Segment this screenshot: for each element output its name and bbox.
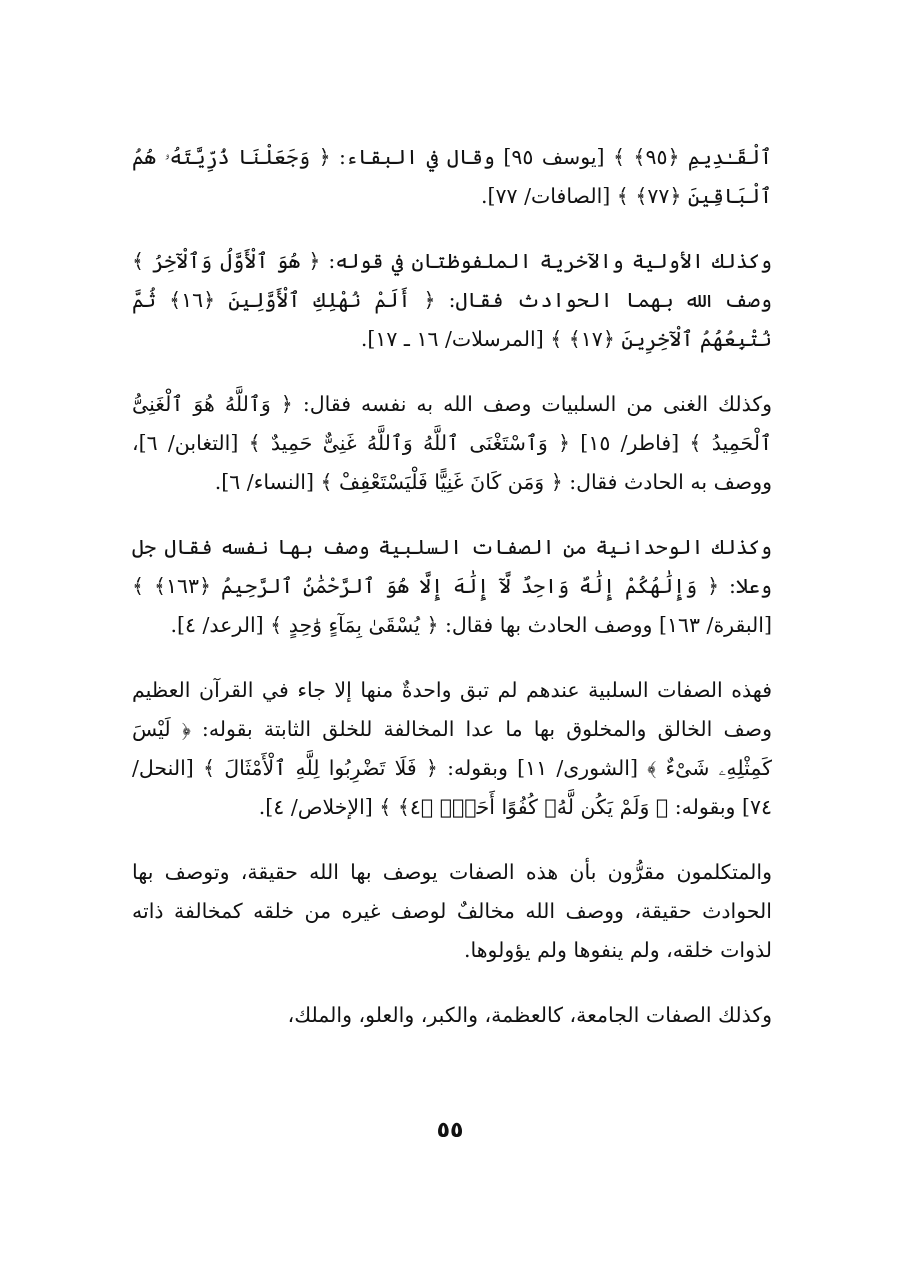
paragraph-6: والمتكلمون مقرُّون بأن هذه الصفات يوصف بها الله حقيقة، وتوصف بها الحوادث حقيقة، ووصف الله مخالفٌ لوصف غيره من خلقه كمخالفة ذاته لذوات خلقه، ولم ينفوها ولم يؤولوها. <box>132 860 772 962</box>
paragraph-4: وكذلك الوحدانية من الصفات السلبية وصف بها نفسه فقال جل وعلا: ﴿ وَإِلَٰهُكُمْ إِلَٰهٌ وَاحِدٌ لَّآ إِلَٰهَ إِلَّا هُوَ ٱلرَّحْمَٰنُ ٱلرَّحِيمُ ﴿١٦٣﴾ ﴾ [البقرة/ ١٦٣] ووصف الحادث بها فقال: ﴿ يُسْقَىٰ بِمَآءٍ وَٰحِدٍ ﴾ [الرعد/ ٤]. <box>132 535 772 637</box>
paragraph-5: فهذه الصفات السلبية عندهم لم تبق واحدةٌ منها إلا جاء في القرآن العظيم وصف الخالق والمخلوق بها ما عدا المخالفة للخلق الثابتة بقوله: ﴿ لَيْسَ كَمِثْلِهِۦ شَىْءٌ ﴾ [الشورى/ ١١] وبقوله: ﴿ فَلَا تَضْرِبُوا لِلَّهِ ٱلْأَمْثَالَ ﴾ [النحل/ ٧٤] وبقوله: ﴿ وَلَمْ يَكُن لَّهُۥ كُفُوًا أَحَدٌۢ ﴿٤﴾ ﴾ [الإخلاص/ ٤]. <box>132 678 772 819</box>
paragraph-7: وكذلك الصفات الجامعة، كالعظمة، والكبر، والعلو، والملك، <box>287 1003 772 1027</box>
page-body <box>132 120 772 1120</box>
paragraph-3: وكذلك الغنى من السلبيات وصف الله به نفسه فقال: ﴿ وَٱللَّهُ هُوَ ٱلْغَنِىُّ ٱلْحَمِيدُ ﴾ [فاطر/ ١٥] ﴿ وَٱسْتَغْنَى ٱللَّهُ وَٱللَّهُ غَنِىٌّ حَمِيدٌ ﴾ [التغابن/ ٦]، ووصف به الحادث فقال: ﴿ وَمَن كَانَ غَنِيًّا فَلْيَسْتَعْفِفْ ﴾ [النساء/ ٦]. <box>132 392 772 494</box>
paragraph-1: ٱلْقَـٰدِيمِ ﴿٩٥﴾ ﴾ [يوسف ٩٥] وقال في البقاء: ﴿ وَجَعَلْنَا ذُرِّيَّتَهُۥ هُمُ ٱلْبَاقِينَ ﴿٧٧﴾ ﴾ [الصافات/ ٧٧]. <box>132 145 772 208</box>
page-number: ٥٥ <box>436 1118 464 1143</box>
paragraph-2: وكذلك الأولية والآخرية الملفوظتان في قوله: ﴿ هُوَ ٱلْأَوَّلُ وَٱلْآخِرُ ﴾ وصف الله بهما الحوادث فقال: ﴿ أَلَمْ نُهْلِكِ ٱلْأَوَّلِينَ ﴿١٦﴾ ثُمَّ نُتْبِعُهُمُ ٱلْآخِرِينَ ﴿١٧﴾ ﴾ [المرسلات/ ١٦ ـ ١٧]. <box>132 249 772 351</box>
